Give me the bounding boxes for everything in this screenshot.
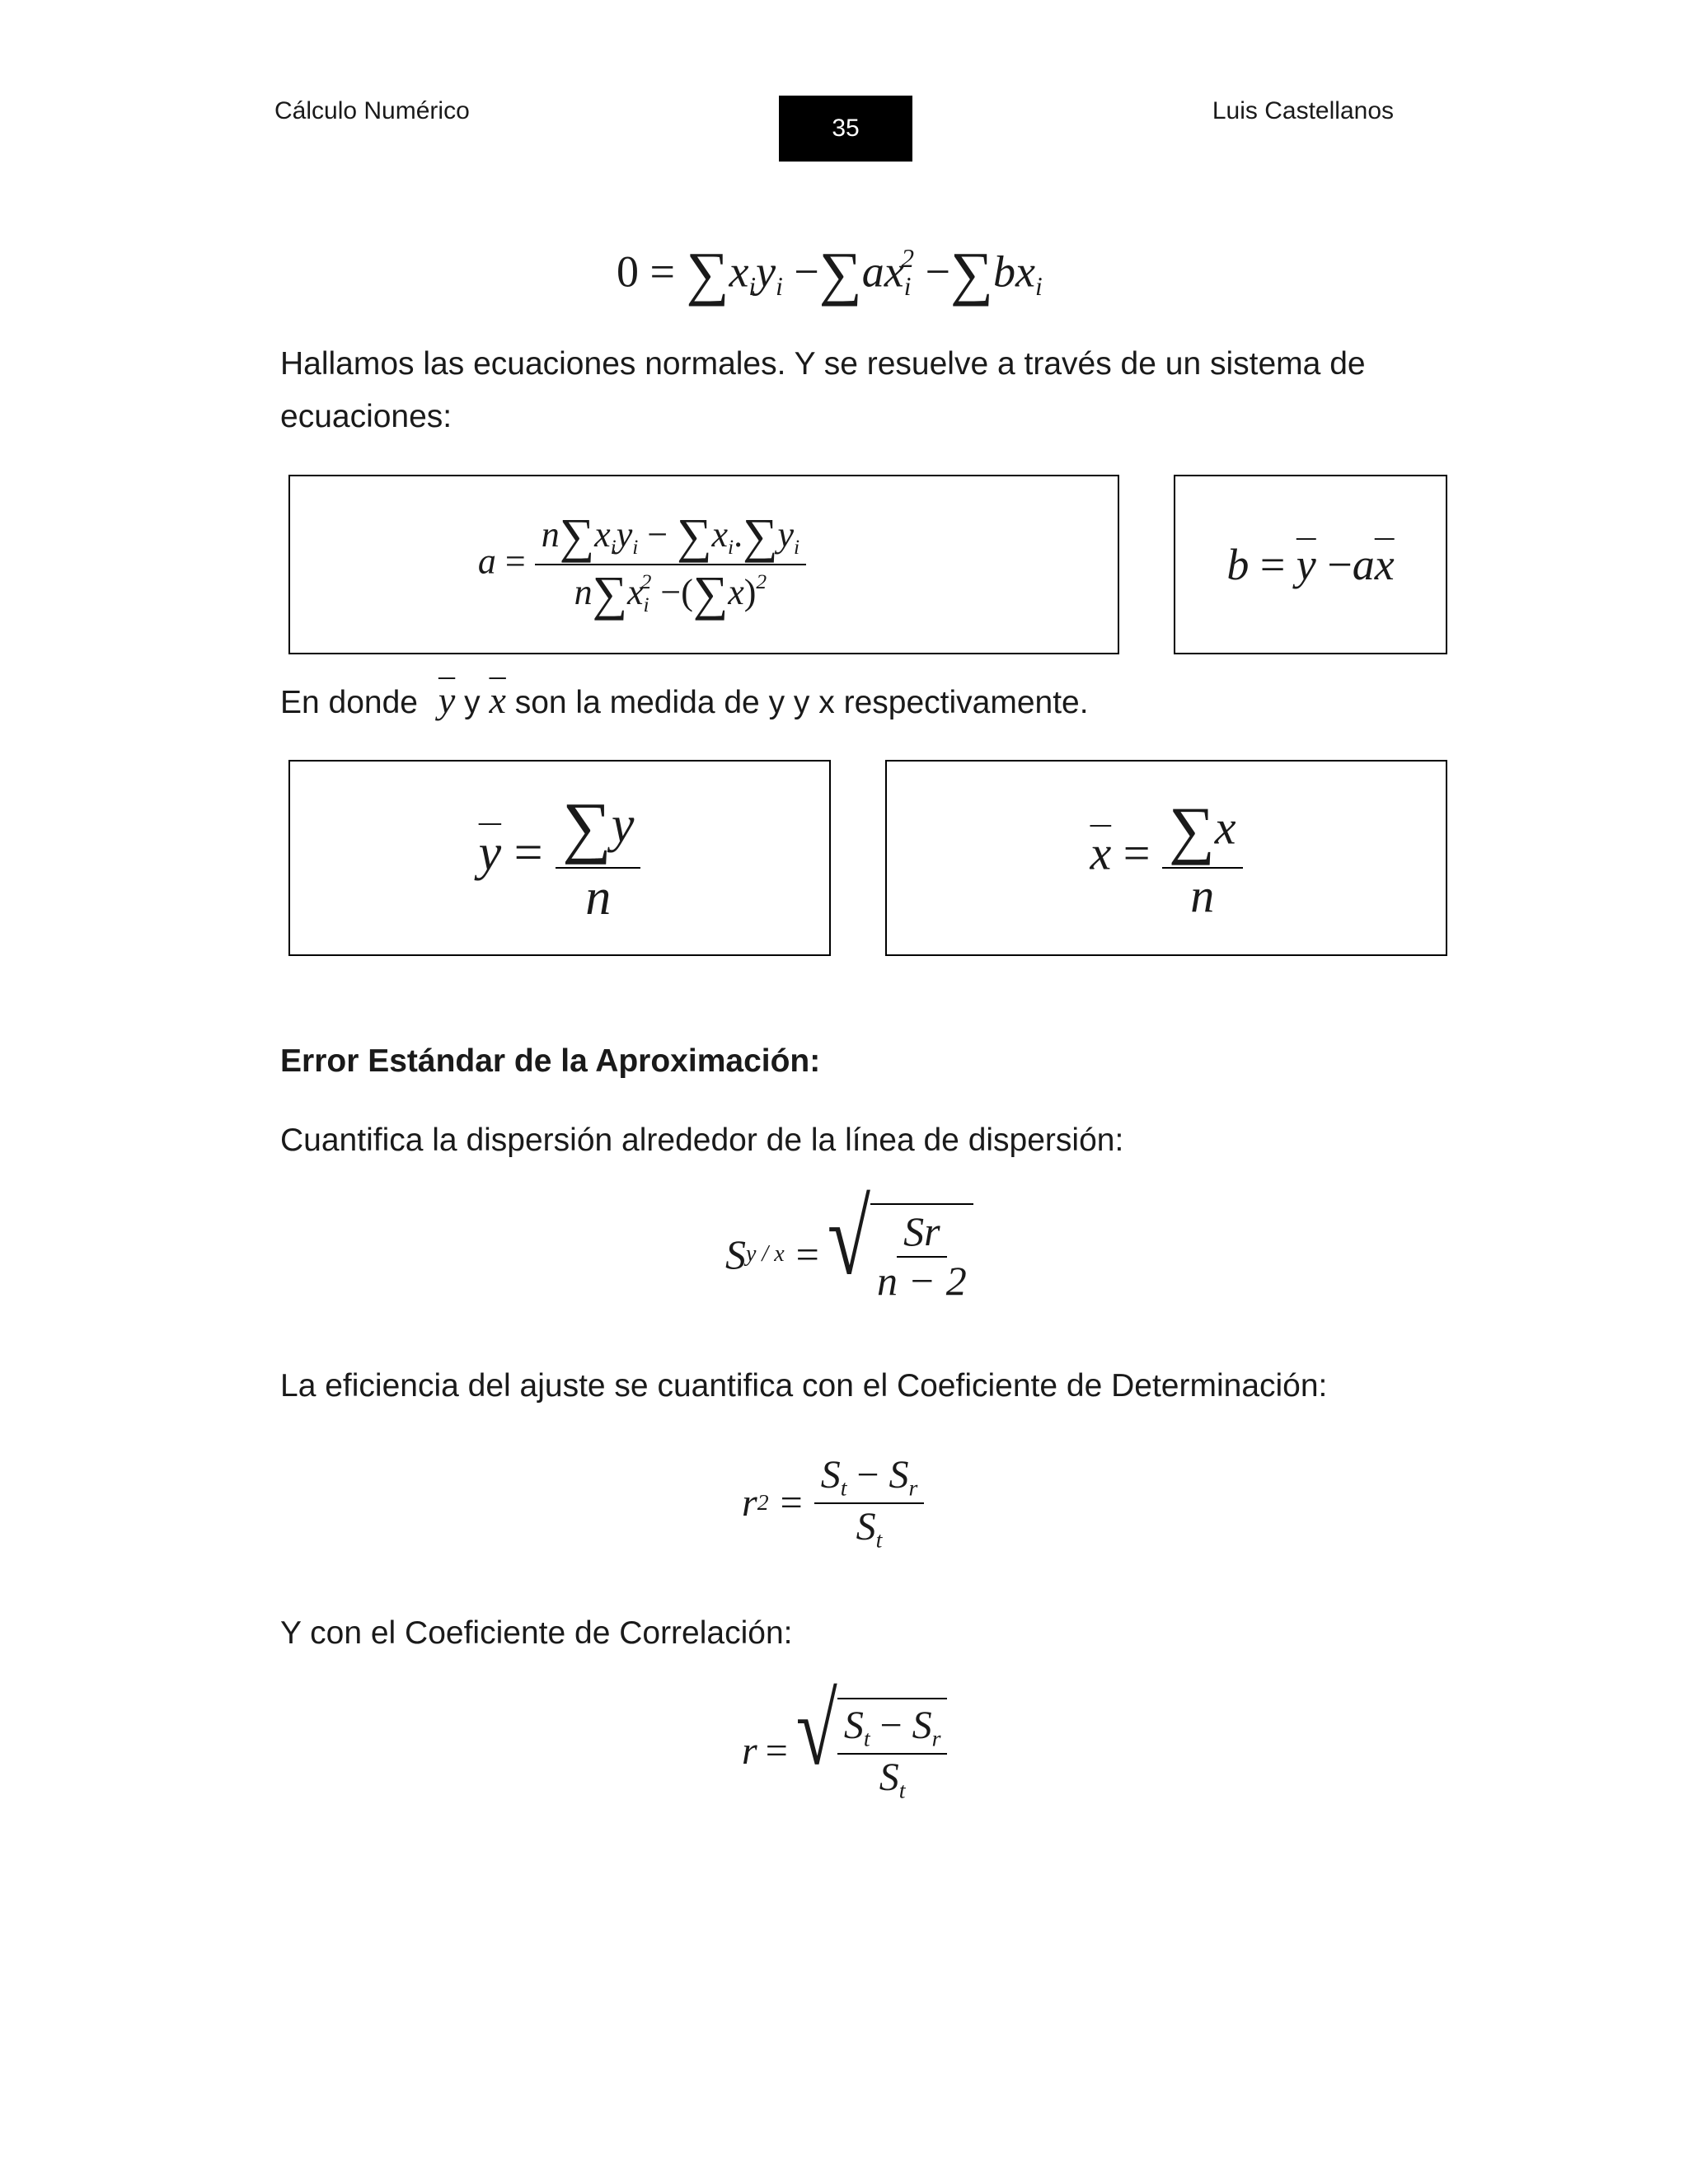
paragraph-normal-equations: Hallamos las ecuaciones normales. Y se resuelve a través de un sistema de ecuaciones: [280,346,1366,434]
section-title-standard-error: Error Estándar de la Aproximación: [280,1043,821,1079]
paragraph-correlation: Y con el Coeficiente de Correlación: [280,1615,793,1651]
box-intercept-formula: $b = \overline{y} -a\overline{x}$ [1174,475,1447,654]
equation-standard-error: S y / x = √ $\frac{Sr}{n - 2}$ [725,1203,973,1305]
equation-sum: $0 = \sum x_iy_i -\sum ax_i^2 -\sum bx_i$ [617,240,1043,307]
box-slope-formula: a = $\frac{n\sum x_iy_i - \sum x_i.\sum y_i}{n\sum x_i^2 -(\sum x)^2}$ [288,475,1119,654]
paragraph-means-definition: En donde $\overline{y}$ y $\overline{x}$ son la medida de y y x respectivamente. [280,679,1089,721]
paragraph-determination: La eficiencia del ajuste se cuantifica con el Coeficiente de Determinación: [280,1368,1328,1404]
equation-r-squared: r 2 = $\frac{S_t - S_r}{S_t}$ [742,1452,924,1554]
header-left-title: Cálculo Numérico [274,97,470,124]
page-number: 35 [779,96,912,162]
box-mean-y-formula: $\overline{y}$ = $\frac{\sum y}{n}$ [288,760,831,956]
paragraph-dispersion: Cuantifica la dispersión alrededor de la línea de dispersión: [280,1122,1124,1158]
equation-correlation: r = √ $\frac{S_t - S_r}{S_t}$ [742,1698,947,1805]
box-mean-x-formula: $\overline{x}$ = $\frac{\sum x}{n}$ [885,760,1447,956]
header-author: Luis Castellanos [1212,97,1394,124]
